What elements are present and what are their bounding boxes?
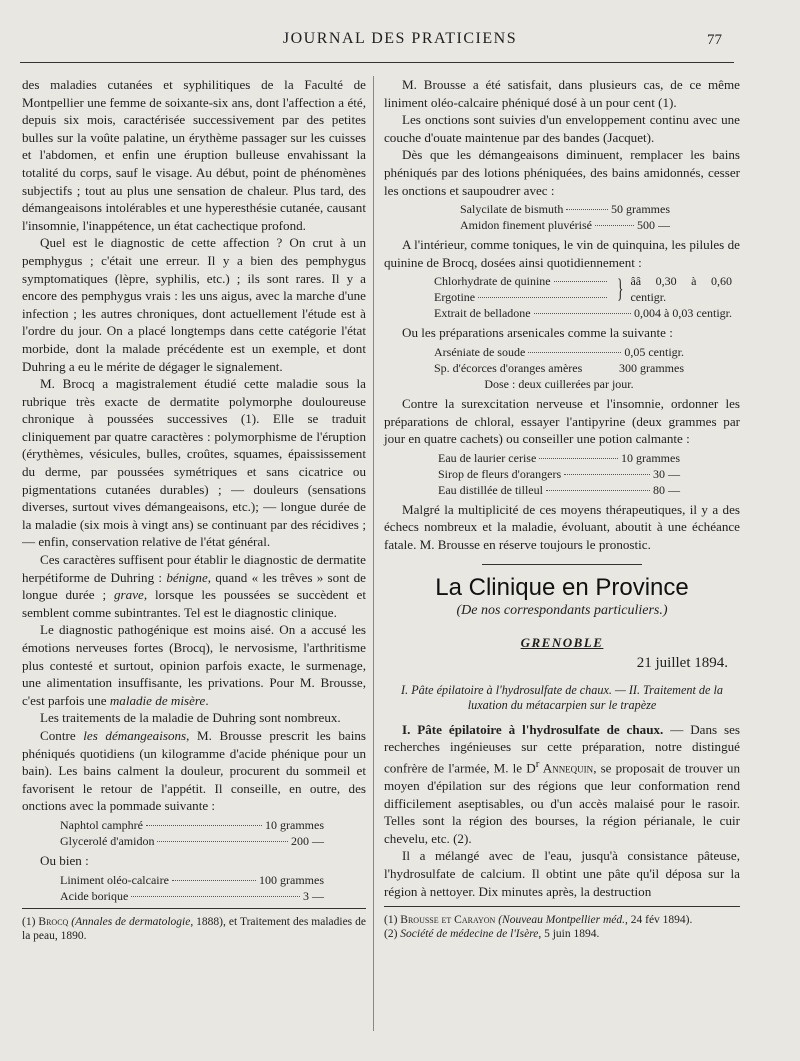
prescription-line: Acide borique 3 — xyxy=(60,888,324,903)
paragraph: Il a mélangé avec de l'eau, jusqu'à consistance pâteuse, l'hydrosulfate de calcium. Il obtint une pâte qu'il déposa sur la région à nettoyer. Dix minutes après, la destruction xyxy=(384,848,740,899)
paragraph: A l'intérieur, comme toniques, le vin de quinquina, les pilules de quinine de Brocq, dosées ainsi quotidiennement : xyxy=(384,237,740,270)
paragraph: Les onctions sont suivies d'un enveloppement continu avec une couche d'ouate maintenue par des bandes (Jacquet). xyxy=(384,112,740,145)
city-heading: GRENOBLE xyxy=(520,634,604,650)
prescription-5 xyxy=(384,344,740,392)
header-rule xyxy=(20,62,734,63)
prescription-2 xyxy=(22,872,366,904)
paragraph: des maladies cutanées et syphilitiques de la Faculté de Montpellier une femme de soixante-six ans, dont l'affection a été, depuis six mois, caractérisée successivement par des petites bulles sur la voûte palatine, un érythème passager sur les cuisses et l'abdomen, et enfin une éruption bulleuse envahissant la totalité du corps, sauf le visage. Au début, point de phénomènes subjectifs ; tout au plus une sensation de chaleur. Plus tard, des démangeaisons intolérables et une hyperesthésie cutanée, causant l'insomnie, l'inappétence, un état cachectique profond. xyxy=(22,77,366,233)
journal-title: JOURNAL DES PRATICIENS xyxy=(282,30,518,47)
prescription-3 xyxy=(384,201,740,233)
brace-symbol: } xyxy=(617,274,624,304)
prescription-line: Chlorhydrate de quinine xyxy=(434,273,610,289)
prescription-1 xyxy=(22,817,366,849)
paragraph: Ces caractères suffisent pour établir le diagnostic de dermatite herpétiforme de Duhring : bénigne, quand « les trêves » sont de longue durée ; grave, lorsque les poussées se succèdent et semblent comme subintrantes. Tel est le diagnostic clinique. xyxy=(22,552,366,620)
brace-group xyxy=(434,273,732,305)
footnote-rule xyxy=(384,906,740,907)
right-column xyxy=(384,76,740,941)
paragraph: I. Pâte épilatoire à l'hydrosulfate de chaux. — Dans ses recherches ingénieuses sur cette préparation, notre distingué confrère de l'armée, M. le $D^r$ Annequin, se proposait de trouver un moyen d'épilation sur des régions que leur conformation rend difficilement aseptisables, ou d'un accès malaisé pour le rasoir. Telles sont la région des bourses, la région périanale, le cuir chevelu, etc. (2). xyxy=(384,721,741,846)
left-column xyxy=(22,76,366,943)
paragraph: Quel est le diagnostic de cette affection ? On crut à un pemphygus ; c'était une erreur. Il y a bien des pemphygus symptomatiques (lèpre, syphilis, etc.) ; ils sont rares. Il y a encore des pemphygus vrais : les uns aigus, avec la marche d'une infection ; les autres chroniques, dont actuellement l'étude est à l'ordre du jour. On a placé longtemps dans cette catégorie l'état morbide, dont la malade précédente est un exemple, et dont Duhring a eu le mérite de dégager le signalement. xyxy=(22,235,366,374)
column-divider xyxy=(373,76,374,1031)
prescription-line: Ergotine xyxy=(434,289,610,305)
paragraph: Ou bien : xyxy=(40,852,89,868)
footnote: (1) Brousse et Carayon (Nouveau Montpellier méd., 24 fév 1894). xyxy=(384,914,693,927)
prescription-line: Naphtol camphré 10 grammes xyxy=(60,817,324,832)
prescription-line: Arséniate de soude 0,05 centigr. xyxy=(434,344,684,359)
prescription-line: Glycerolé d'amidon 200 — xyxy=(60,833,324,848)
dateline: 21 juillet 1894. xyxy=(636,655,728,672)
paragraph: Les traitements de la maladie de Duhring sont nombreux. xyxy=(40,710,341,726)
running-header xyxy=(0,30,800,54)
paragraph: Le diagnostic pathogénique est moins aisé. On a accusé les émotions nerveuses fortes (Brocq), le nervosisme, l'arthritisme plus contesté et surtout, opinion parfois exacte, le surmenage, une alimentation insuffisante, les privations. Pour M. Brousse, c'est parfois une maladie de misère. xyxy=(22,622,366,708)
prescription-line: Extrait de belladone 0,004 à 0,03 centigr. xyxy=(434,306,732,321)
footnote: (2) Société de médecine de l'Isère, 5 juin 1894. xyxy=(384,928,600,941)
dosage-line: Dose : deux cuillerées par jour. xyxy=(484,376,634,391)
section-subtitle: (De nos correspondants particuliers.) xyxy=(456,603,668,619)
prescription-line: Salycilate de bismuth 50 grammes xyxy=(460,202,670,217)
brace-quantity: ââ 0,30 à 0,60 centigr. xyxy=(630,274,732,305)
paragraph: Contre la surexcitation nerveuse et l'insomnie, ordonner les préparations de chloral, essayer l'antipyrine (deux grammes par jour en quatre cachets) ou conseiller une potion calmante : xyxy=(384,395,740,447)
prescription-line: Sirop de fleurs d'orangers 30 — xyxy=(438,466,680,481)
footnote-rule xyxy=(22,908,366,909)
paragraph: Malgré la multiplicité de ces moyens thérapeutiques, il y a des échecs nombreux et la maladie, évoluant, aboutit à une échéance fatale. M. Brousse en réserve toujours le pronostic. xyxy=(384,501,740,552)
case-title: I. Pâte épilatoire à l'hydrosulfate de chaux. — II. Traitement de la luxation du métacarpien sur le trapèze xyxy=(401,682,723,712)
page-number: 77 xyxy=(707,32,722,48)
prescription-line: Eau de laurier cerise 10 grammes xyxy=(438,450,680,465)
prescription-6 xyxy=(384,450,740,498)
prescription-line: Sp. d'écorces d'oranges amères 300 grammes xyxy=(434,360,684,375)
section-title: La Clinique en Province xyxy=(435,573,689,601)
footnote: (1) Brocq (Annales de dermatologie, 1888), et Traitement des maladies de la peau, 1890. xyxy=(22,915,366,942)
prescription-4 xyxy=(384,273,740,321)
paragraph: Dès que les démangeaisons diminuent, remplacer les bains phéniqués par des lotions phéniquées, des bains amidonnés, cesser les onctions et saupoudrer avec : xyxy=(384,147,740,198)
paragraph: M. Brousse a été satisfait, dans plusieurs cas, de ce même liniment oléo-calcaire phéniqué dosé à un pour cent (1). xyxy=(384,77,740,110)
paragraph: Ou les préparations arsenicales comme la suivante : xyxy=(402,325,673,341)
paragraph: Contre les démangeaisons, M. Brousse prescrit les bains phéniqués quotidiens (un kilogramme d'acide phénique pour un bain). Les bains calment la douleur, procurent du sommeil et favorisent le retour de l'appétit. Il conseille, en outre, des onctions avec la pommade suivante : xyxy=(22,727,366,814)
paragraph: M. Brocq a magistralement étudié cette maladie sous la rubrique très exacte de dermatite polymorphe douloureuse chronique à poussées successives (1). Elle se traduit cliniquement par quatre caractères : polymorphisme de l'éruption (érythèmes, vésicules, bulles, croûtes, squames, épaississement du derme, par poussées symétriques et sans cicatrice ou pigmentations cutanées durables) ; — douleurs (sensations diverses, surtout vives démangeaisons, etc.); — longue durée de la maladie (six mois à vingt ans) se continuant par des récidives ; — enfin, conservation relative de l'état général. xyxy=(22,376,366,550)
prescription-line: Eau distillée de tilleul 80 — xyxy=(438,482,680,497)
prescription-line: Liniment oléo-calcaire 100 grammes xyxy=(60,872,324,887)
section-rule xyxy=(482,564,642,565)
prescription-line: Amidon finement pluvérisé 500 — xyxy=(460,218,670,233)
